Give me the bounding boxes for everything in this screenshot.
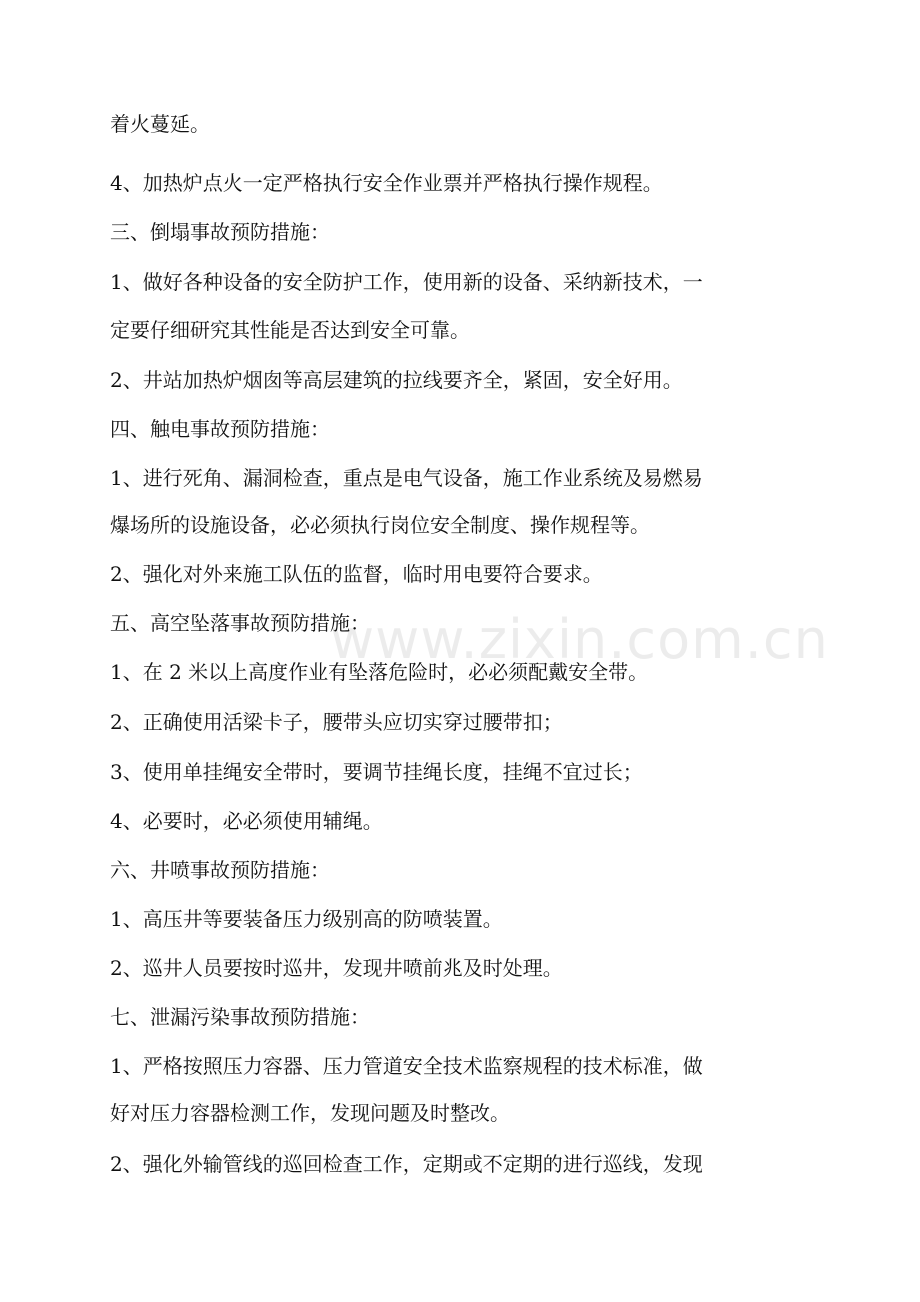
text-line: 好对压力容器检测工作，发现问题及时整改。 [110, 1101, 510, 1125]
text-line: 定要仔细研究其性能是否达到安全可靠。 [110, 318, 470, 342]
text-line: 3、使用单挂绳安全带时，要调节挂绳长度，挂绳不宜过长； [110, 760, 643, 784]
text-line: 2、正确使用活梁卡子，腰带头应切实穿过腰带扣； [110, 710, 563, 734]
document-body [110, 112, 810, 1176]
text-line: 爆场所的设施设备，必必须执行岗位安全制度、操作规程等。 [110, 513, 650, 537]
text-line: 4、加热炉点火一定严格执行安全作业票并严格执行操作规程。 [110, 171, 663, 195]
text-line: 2、巡井人员要按时巡井，发现井喷前兆及时处理。 [110, 956, 563, 980]
watermark: www.zixin.com.cn [330, 608, 829, 671]
section-heading: 三、倒塌事故预防措施： [110, 220, 330, 244]
section-heading: 六、井喷事故预防措施： [110, 858, 330, 882]
text-line: 4、必要时，必必须使用辅绳。 [110, 809, 383, 833]
text-line: 1、严格按照压力容器、压力管道安全技术监察规程的技术标准，做 [110, 1054, 703, 1078]
text-line: 着火蔓延。 [110, 112, 210, 136]
text-line: 1、高压井等要装备压力级别高的防喷装置。 [110, 907, 503, 931]
text-line: 2、强化外输管线的巡回检查工作，定期或不定期的进行巡线，发现 [110, 1152, 703, 1176]
section-heading: 四、触电事故预防措施： [110, 417, 330, 441]
text-line: 2、强化对外来施工队伍的监督，临时用电要符合要求。 [110, 562, 603, 586]
section-heading: 七、泄漏污染事故预防措施： [110, 1005, 370, 1029]
text-line: 1、进行死角、漏洞检查，重点是电气设备，施工作业系统及易燃易 [110, 466, 703, 490]
text-line: 2、井站加热炉烟囱等高层建筑的拉线要齐全，紧固，安全好用。 [110, 368, 683, 392]
text-line: 1、在 2 米以上高度作业有坠落危险时，必必须配戴安全带。 [110, 660, 649, 684]
section-heading: 五、高空坠落事故预防措施： [110, 611, 370, 635]
text-line: 1、做好各种设备的安全防护工作，使用新的设备、采纳新技术，一 [110, 270, 703, 294]
